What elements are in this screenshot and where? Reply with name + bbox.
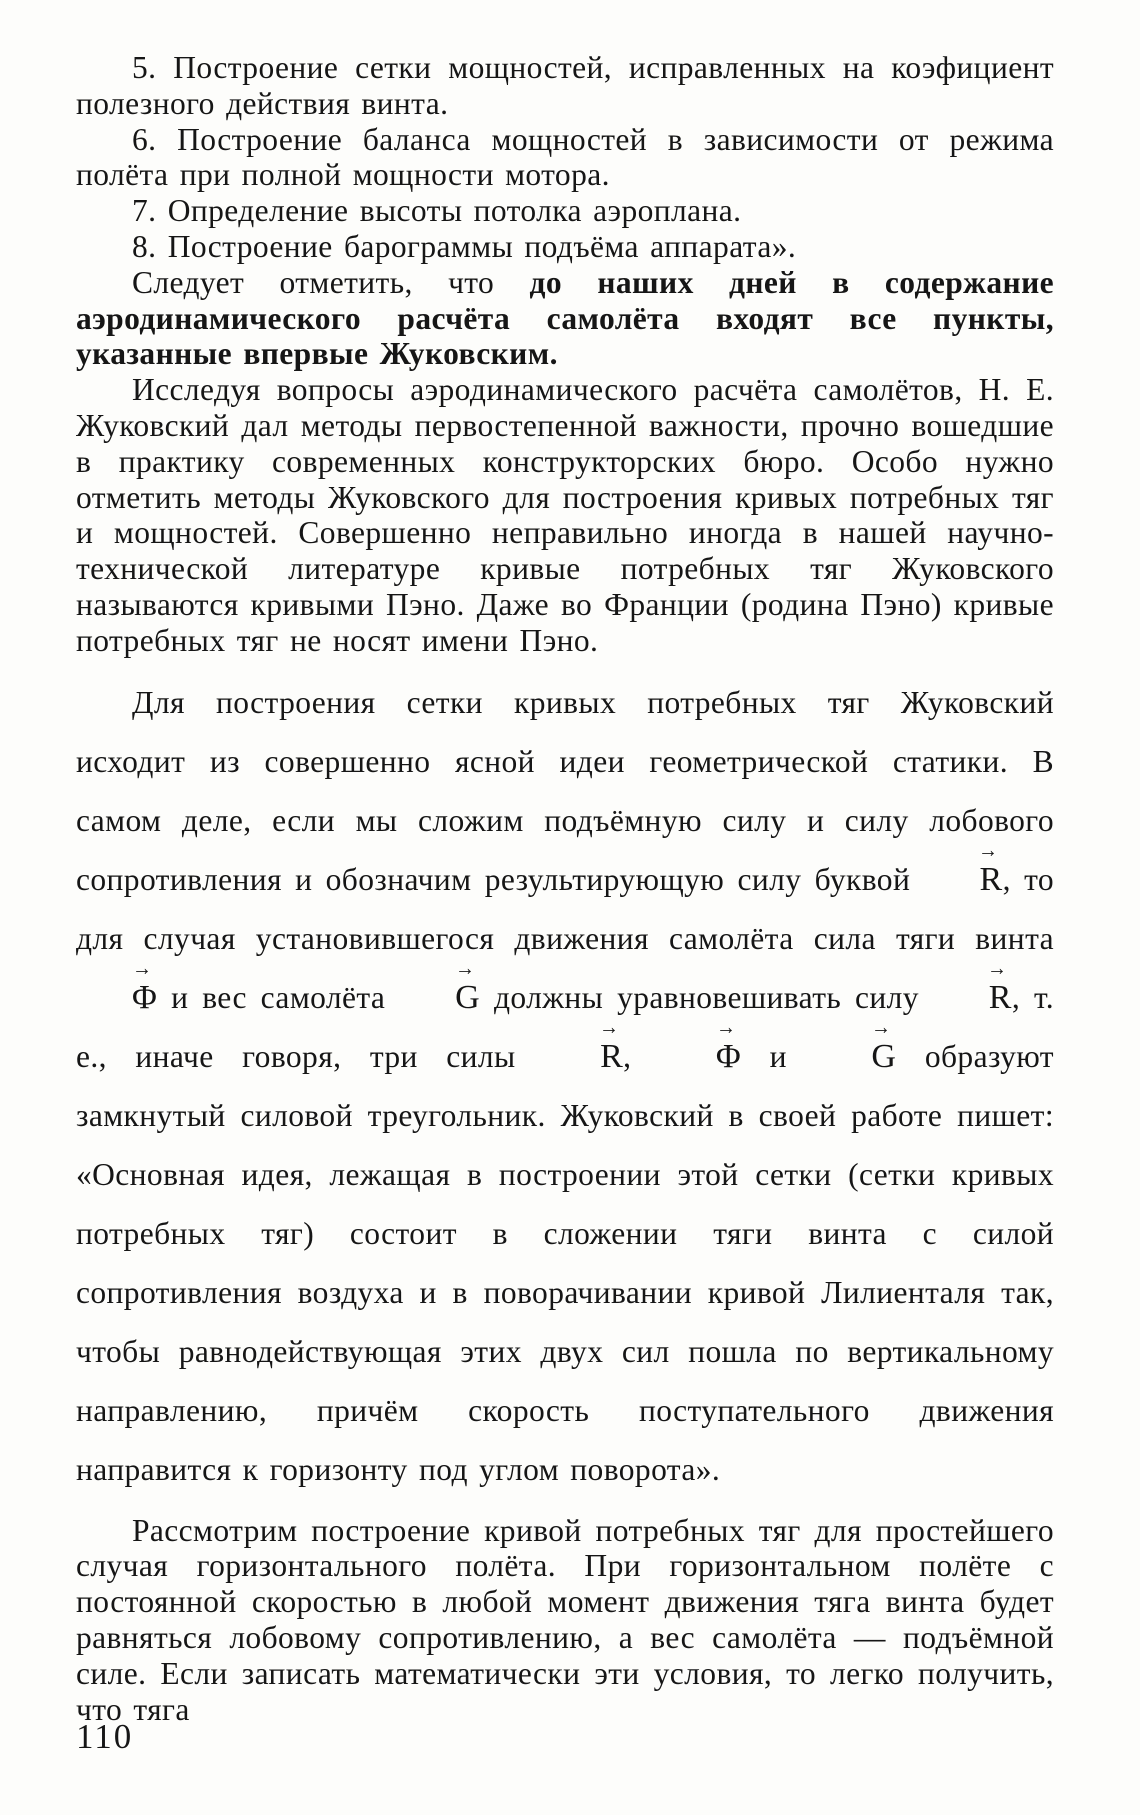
list-item-6: 6. Построение баланса мощностей в зависимости от режима полёта при полной мощности мотора. xyxy=(76,121,1054,193)
vector-symbol-r: → R xyxy=(544,1040,623,1074)
vector-text: Для построения сетки кривых потребных тяг Жуковский исходит из совершенно ясной идеи геометрической статики. В самом деле, если мы сложим подъёмную силу и силу лобового сопротивления и обозначим результирующую силу буквой xyxy=(76,684,1054,897)
note-lead: Следует отметить, что xyxy=(132,264,530,300)
vector-text-quote: образуют замкнутый силовой треугольник. Жуковский в своей работе пишет: «Основная идея, лежащая в построении этой сетки (сетки кривых потребных тяг) состоит в сложении тяги винта с силой сопротивления воздуха и в поворачивании кривой Лилиенталя так, чтобы равнодействующая этих двух сил пошла по вертикальному направлению, причём скорость поступательного движения направится к горизонту под углом поворота». xyxy=(76,1038,1054,1487)
methods-paragraph: Исследуя вопросы аэродинамического расчёта самолётов, Н. Е. Жуковский дал методы первостепенной важности, прочно вошедшие в практику современных конструкторских бюро. Особо нужно отметить методы Жуковского для построения кривых потребных тяг и мощностей. Совершенно неправильно иногда в нашей научно-технической литературе кривые потребных тяг Жуковского называются кривыми Пэно. Даже во Франции (родина Пэно) кривые потребных тяг не носят имени Пэно. xyxy=(76,372,1054,658)
vector-symbol-phi: → Φ xyxy=(76,981,157,1015)
consider-paragraph: Рассмотрим построение кривой потребных тяг для простейшего случая горизонтального полёта. При горизонтальном полёте с постоянной скоростью в любой момент движения тяга винта будет равняться лобовому сопротивлению, а вес самолёта — подъёмной силе. Если записать математически эти условия, то легко получить, что тяга xyxy=(76,1512,1054,1727)
note-paragraph xyxy=(76,265,1054,372)
vector-text: и вес самолёта xyxy=(157,979,400,1015)
vector-symbol-phi: → Φ xyxy=(660,1040,741,1074)
list-item-7: 7. Определение высоты потолка аэроплана. xyxy=(132,193,742,229)
vector-text: , т. е., иначе говоря, три силы xyxy=(76,979,1055,1074)
vector-text: , xyxy=(623,1038,660,1074)
list-item-5: 5. Построение сетки мощностей, исправленных на коэфициент полезного действия винта. xyxy=(76,50,1054,121)
vector-text: должны уравновешивать силу xyxy=(480,979,933,1015)
list-item-8: 8. Построение барограммы подъёма аппарата». xyxy=(132,228,797,264)
vector-paragraph xyxy=(76,673,1054,1499)
vector-text: и xyxy=(741,1038,816,1074)
vector-symbol-g: → G xyxy=(399,981,480,1015)
text-column xyxy=(76,50,1054,1727)
page-number: 110 xyxy=(76,1717,134,1756)
vector-symbol-r: → R xyxy=(933,981,1012,1015)
vector-symbol-r: → R xyxy=(923,863,1002,897)
vector-text: , то для случая установившегося движения самолёта сила тяги винта xyxy=(76,861,1055,956)
vector-symbol-g: → G xyxy=(815,1040,896,1074)
note-bold-text: до наших дней в содержание аэродинамического расчёта самолёта входят все пункты, указанные впервые Жуковским. xyxy=(76,264,1054,372)
